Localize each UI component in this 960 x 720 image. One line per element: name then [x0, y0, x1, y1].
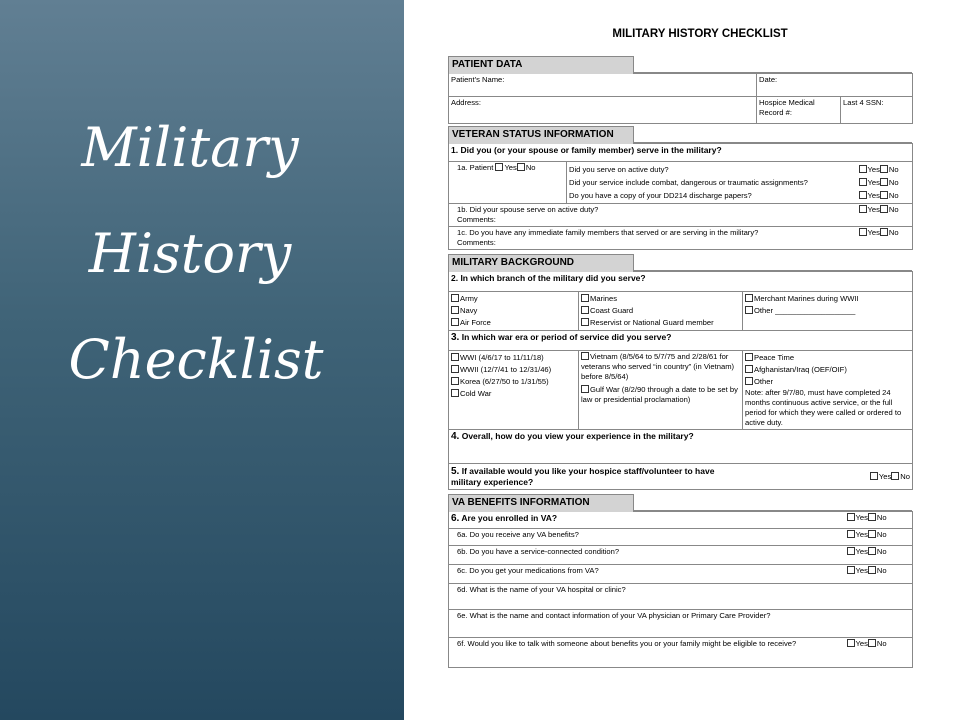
gulf-war-checkbox[interactable]: [581, 385, 589, 393]
peace-time-checkbox[interactable]: [745, 353, 753, 361]
veteran-status-heading: VETERAN STATUS INFORMATION: [448, 126, 634, 144]
q1a-no-checkbox[interactable]: [517, 163, 525, 171]
air-force-label: Air Force: [460, 318, 491, 327]
military-history-form: [448, 28, 912, 668]
no-label: No: [525, 163, 536, 172]
q1a-combat: Did your service include combat, dangerous or traumatic assignments?: [569, 178, 808, 187]
question-1b: [449, 204, 857, 227]
yes-label: Yes: [867, 165, 880, 174]
q1b-no-checkbox[interactable]: [880, 205, 888, 213]
ssn-field[interactable]: [841, 97, 913, 124]
q1c-yes-checkbox[interactable]: [859, 228, 867, 236]
navy-checkbox[interactable]: [451, 306, 459, 314]
yes-label: Yes: [867, 205, 880, 214]
veteran-status-section-header: [448, 124, 912, 143]
slide-title-line-3: Checklist: [68, 328, 324, 391]
va-benefits-section-header: [448, 492, 912, 511]
question-6e[interactable]: 6e. What is the name and contact information of your VA physician or Primary Care Provider?: [449, 610, 913, 638]
patient-name-field[interactable]: [449, 74, 757, 97]
branch-column-3: [743, 292, 913, 331]
gulf-war-label: Gulf War (8/2/90 through a date to be set by law or presidential proclamation): [581, 385, 738, 404]
question-2: 2. In which branch of the military did you serve?: [449, 272, 913, 292]
veteran-status-table: [448, 143, 913, 250]
korea-checkbox[interactable]: [451, 377, 459, 385]
q1b-comments-label: Comments:: [457, 215, 496, 224]
q6-number: 6.: [451, 513, 460, 524]
q6a-yes-checkbox[interactable]: [847, 530, 855, 538]
question-6f: 6f. Would you like to talk with someone about benefits you or your family might be eligible to receive?: [449, 638, 845, 668]
q5-text: If available would you like your hospice staff/volunteer to have military experience?: [451, 466, 715, 487]
other-branch-checkbox[interactable]: [745, 306, 753, 314]
question-6d[interactable]: 6d. What is the name of your VA hospital or clinic?: [449, 584, 913, 610]
merchant-marines-label: Merchant Marines during WWII: [754, 294, 859, 303]
question-6c-answers: [845, 565, 913, 584]
medical-record-field[interactable]: [757, 97, 841, 124]
q6a-no-checkbox[interactable]: [868, 530, 876, 538]
no-label: No: [888, 178, 899, 187]
question-1c-answers: [857, 227, 913, 250]
q1c-no-checkbox[interactable]: [880, 228, 888, 236]
q1c-comments-label: Comments:: [457, 238, 496, 247]
q1a-dd214: Do you have a copy of your DD214 discharge papers?: [569, 191, 752, 200]
q1c-text: 1c. Do you have any immediate family members that served or are serving in the military?: [457, 228, 759, 237]
no-label: No: [888, 228, 899, 237]
question-6-answers: [845, 512, 913, 529]
q5-no-checkbox[interactable]: [891, 472, 899, 480]
ssn-label: Last 4 SSN:: [843, 98, 884, 107]
date-label: Date:: [759, 75, 778, 84]
q1a-label: 1a. Patient: [457, 163, 494, 172]
other-era-label: Other: [754, 377, 773, 386]
other-branch-label: Other ___________________: [754, 306, 856, 315]
yes-label: Yes: [855, 547, 868, 556]
q5-number: 5.: [451, 466, 460, 477]
question-1b-answers: [857, 204, 913, 227]
q6-no-checkbox[interactable]: [868, 513, 876, 521]
era-column-3: [743, 351, 913, 430]
coast-guard-checkbox[interactable]: [581, 306, 589, 314]
q1a-active-yes-checkbox[interactable]: [859, 165, 867, 173]
question-6a: 6a. Do you receive any VA benefits?: [449, 529, 845, 546]
slide-title-line-2: History: [88, 222, 292, 285]
q4-text: Overall, how do you view your experience in the military?: [461, 431, 694, 441]
question-1a-answers: [857, 162, 913, 204]
wwii-label: WWII (12/7/41 to 12/31/46): [460, 365, 552, 374]
q6f-yes-checkbox[interactable]: [847, 639, 855, 647]
yes-label: Yes: [855, 566, 868, 575]
question-1: 1. Did you (or your spouse or family member) serve in the military?: [449, 144, 913, 162]
question-6f-answers: [845, 638, 913, 668]
army-label: Army: [460, 294, 478, 303]
q1a-yes-checkbox[interactable]: [495, 163, 503, 171]
patient-data-table: [448, 73, 913, 124]
army-checkbox[interactable]: [451, 294, 459, 302]
branch-column-1: [449, 292, 579, 331]
address-field[interactable]: [449, 97, 757, 124]
patient-name-label: Patient's Name:: [451, 75, 505, 84]
question-6: [449, 512, 845, 529]
va-benefits-table: [448, 511, 913, 668]
yes-label: Yes: [855, 530, 868, 539]
no-label: No: [876, 513, 887, 522]
q6-yes-checkbox[interactable]: [847, 513, 855, 521]
marines-label: Marines: [590, 294, 618, 303]
coast-guard-label: Coast Guard: [590, 306, 634, 315]
question-5-answers: [743, 464, 913, 490]
cold-war-checkbox[interactable]: [451, 389, 459, 397]
q4-number: 4.: [451, 431, 460, 442]
military-background-section-header: [448, 252, 912, 271]
address-label: Address:: [451, 98, 481, 107]
yes-label: Yes: [855, 513, 868, 522]
no-label: No: [888, 191, 899, 200]
q3-text: In which war era or period of service did you serve?: [461, 332, 672, 342]
no-label: No: [888, 165, 899, 174]
q1b-text: 1b. Did your spouse serve on active duty?: [457, 205, 599, 214]
q1a-active-no-checkbox[interactable]: [880, 165, 888, 173]
afghanistan-iraq-checkbox[interactable]: [745, 365, 753, 373]
q3-number: 3.: [451, 332, 460, 343]
branch-column-2: [579, 292, 743, 331]
reservist-label: Reservist or National Guard member: [590, 318, 714, 327]
military-background-heading: MILITARY BACKGROUND: [448, 254, 634, 272]
air-force-checkbox[interactable]: [451, 318, 459, 326]
question-1a-items: [567, 162, 857, 204]
question-5: [449, 464, 743, 490]
afghanistan-iraq-label: Afghanistan/Iraq (OEF/OIF): [754, 365, 847, 374]
question-1c: [449, 227, 857, 250]
q6b-yes-checkbox[interactable]: [847, 547, 855, 555]
q1a-combat-yes-checkbox[interactable]: [859, 178, 867, 186]
form-title: MILITARY HISTORY CHECKLIST: [612, 28, 788, 40]
question-3: [449, 331, 913, 351]
vietnam-checkbox[interactable]: [581, 352, 589, 360]
era-column-1: [449, 351, 579, 430]
yes-label: Yes: [867, 191, 880, 200]
no-label: No: [888, 205, 899, 214]
yes-label: Yes: [504, 163, 517, 172]
marines-checkbox[interactable]: [581, 294, 589, 302]
date-field[interactable]: [757, 74, 913, 97]
question-1a-patient: [449, 162, 567, 204]
yes-label: Yes: [867, 228, 880, 237]
yes-label: Yes: [867, 178, 880, 187]
no-label: No: [876, 639, 887, 648]
peace-time-label: Peace Time: [754, 353, 795, 362]
question-4[interactable]: [449, 430, 913, 464]
korea-label: Korea (6/27/50 to 1/31/55): [460, 377, 549, 386]
service-note: Note: after 9/7/80, must have completed 24 months continuous active service, or the full period for which they were called or ordered to active duty.: [745, 388, 902, 427]
vietnam-label: Vietnam (8/5/64 to 5/7/75 and 2/28/61 for veterans who served “in country” (in Vietnam) before 8/5/64): [581, 352, 735, 381]
q6f-no-checkbox[interactable]: [868, 639, 876, 647]
wwi-label: WWI (4/6/17 to 11/11/18): [460, 353, 544, 362]
no-label: No: [876, 530, 887, 539]
q5-yes-checkbox[interactable]: [870, 472, 878, 480]
slide-title-line-1: Military: [81, 116, 299, 179]
other-era-checkbox[interactable]: [745, 377, 753, 385]
question-6b: 6b. Do you have a service-connected condition?: [449, 546, 845, 565]
patient-data-section-header: [448, 54, 912, 73]
q6c-yes-checkbox[interactable]: [847, 566, 855, 574]
merchant-marines-checkbox[interactable]: [745, 294, 753, 302]
patient-data-heading: PATIENT DATA: [448, 56, 634, 74]
question-6c: 6c. Do you get your medications from VA?: [449, 565, 845, 584]
navy-label: Navy: [460, 306, 478, 315]
cold-war-label: Cold War: [460, 389, 492, 398]
reservist-checkbox[interactable]: [581, 318, 589, 326]
q6-text: Are you enrolled in VA?: [461, 513, 558, 523]
q1a-active-duty: Did you serve on active duty?: [569, 165, 669, 174]
no-label: No: [876, 547, 887, 556]
wwii-checkbox[interactable]: [451, 365, 459, 373]
q1a-dd214-no-checkbox[interactable]: [880, 191, 888, 199]
wwi-checkbox[interactable]: [451, 353, 459, 361]
medical-record-label: Hospice Medical Record #:: [759, 98, 815, 117]
yes-label: Yes: [878, 471, 892, 481]
era-column-2: [579, 351, 743, 430]
question-6b-answers: [845, 546, 913, 565]
q1a-dd214-yes-checkbox[interactable]: [859, 191, 867, 199]
question-6a-answers: [845, 529, 913, 546]
q1b-yes-checkbox[interactable]: [859, 205, 867, 213]
military-background-table: [448, 271, 913, 490]
yes-label: Yes: [855, 639, 868, 648]
q6b-no-checkbox[interactable]: [868, 547, 876, 555]
title-panel: [0, 0, 404, 720]
no-label: No: [876, 566, 887, 575]
q6c-no-checkbox[interactable]: [868, 566, 876, 574]
va-benefits-heading: VA BENEFITS INFORMATION: [448, 494, 634, 512]
q1a-combat-no-checkbox[interactable]: [880, 178, 888, 186]
no-label: No: [900, 471, 911, 481]
